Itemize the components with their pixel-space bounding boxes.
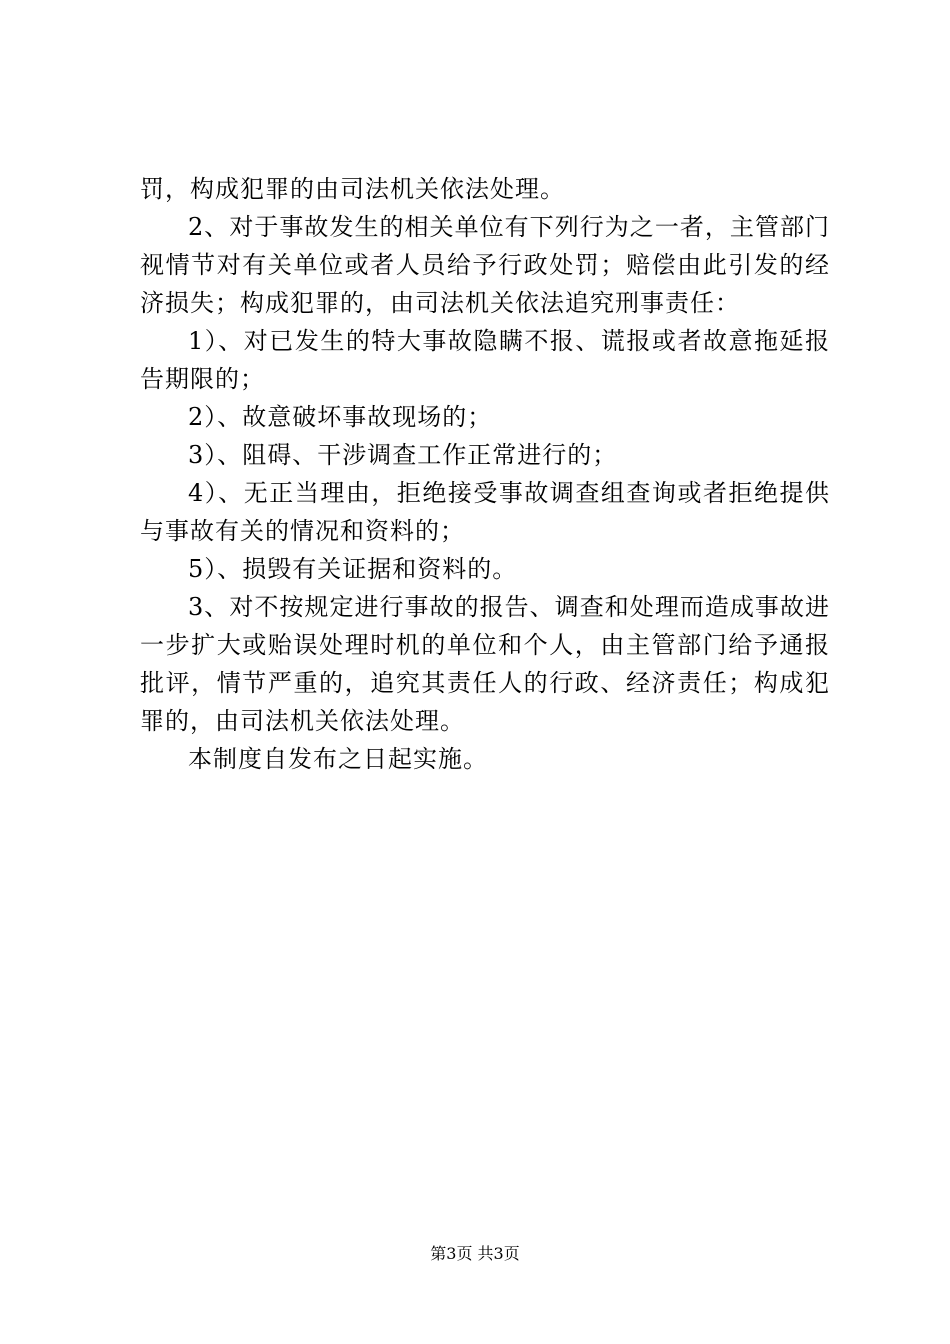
text-line: 本制度自发布之日起实施。: [188, 745, 488, 773]
page-number-footer: 第3页 共3页: [430, 1244, 520, 1263]
text-line: 2、对于事故发生的相关单位有下列行为之一者，主管部门: [188, 213, 830, 241]
text-line: 告期限的；: [140, 365, 265, 393]
text-line: 5）、损毁有关证据和资料的。: [188, 555, 518, 583]
text-line: 2）、故意破坏事故现场的；: [188, 403, 493, 431]
text-line: 视情节对有关单位或者人员给予行政处罚；赔偿由此引发的经: [140, 251, 830, 279]
text-line: 与事故有关的情况和资料的；: [140, 517, 465, 545]
document-body: [140, 170, 830, 778]
text-line: 3）、阻碍、干涉调查工作正常进行的；: [188, 441, 618, 469]
text-line: 一步扩大或贻误处理时机的单位和个人，由主管部门给予通报: [140, 631, 830, 659]
text-line: 4）、无正当理由，拒绝接受事故调查组查询或者拒绝提供: [188, 479, 830, 507]
text-line: 济损失；构成犯罪的，由司法机关依法追究刑事责任：: [140, 289, 740, 317]
text-line: 罪的，由司法机关依法处理。: [140, 707, 465, 735]
text-line: 3、对不按规定进行事故的报告、调查和处理而造成事故进: [188, 593, 830, 621]
text-line: 罚，构成犯罪的由司法机关依法处理。: [140, 175, 565, 203]
text-line: 批评，情节严重的，追究其责任人的行政、经济责任；构成犯: [140, 669, 830, 697]
text-line: 1）、对已发生的特大事故隐瞒不报、谎报或者故意拖延报: [188, 327, 830, 355]
